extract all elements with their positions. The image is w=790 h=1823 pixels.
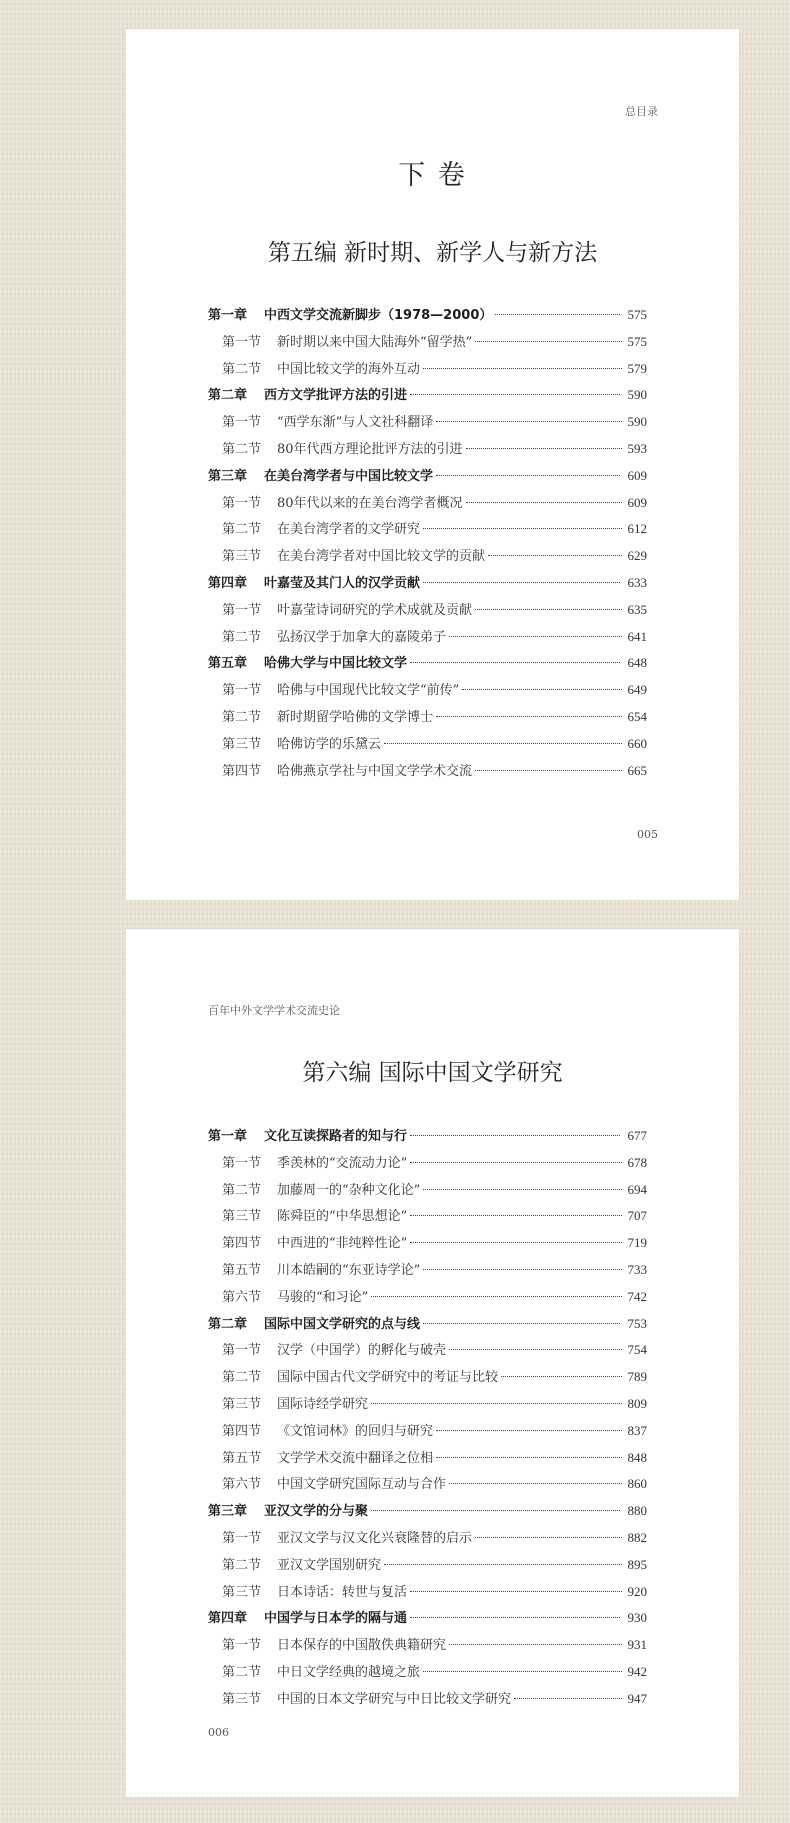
- section-title: 在美台湾学者的文学研究: [277, 522, 421, 538]
- dot-leader: [495, 314, 620, 315]
- dot-leader: [501, 1376, 622, 1377]
- dot-leader: [371, 1403, 622, 1404]
- toc-section-entry: [208, 490, 647, 517]
- chapter-title: 西方文学批评方法的引进: [264, 388, 408, 404]
- dot-leader: [423, 528, 622, 529]
- section-number: 第二节: [222, 361, 262, 377]
- section-title: 季羡林的“交流动力论”: [277, 1155, 408, 1171]
- page-ref: 654: [627, 708, 647, 724]
- section-title: 80年代西方理论批评方法的引进: [277, 441, 463, 457]
- dot-leader: [410, 1135, 620, 1136]
- section-number: 第一节: [222, 683, 262, 699]
- section-number: 第二节: [222, 709, 262, 725]
- chapter-number: 第三章: [208, 1504, 248, 1520]
- chapter-number: 第三章: [208, 468, 248, 484]
- dot-leader: [371, 1510, 620, 1511]
- page-ref: 590: [627, 414, 647, 430]
- chapter-title: 在美台湾学者与中国比较文学: [264, 468, 434, 484]
- page-ref: 593: [627, 440, 647, 456]
- toc-section-entry: [208, 1230, 647, 1257]
- toc-section-entry: [208, 1471, 647, 1498]
- part-title: 第六编 国际中国文学研究: [302, 1060, 563, 1086]
- section-number: 第三节: [222, 736, 262, 752]
- section-title: 汉学（中国学）的孵化与破壳: [277, 1343, 447, 1359]
- page-ref: 609: [627, 494, 647, 510]
- page-ref: 837: [627, 1422, 647, 1438]
- section-number: 第四节: [222, 763, 262, 779]
- section-title: 叶嘉莹诗词研究的学术成就及贡献: [277, 602, 473, 618]
- section-title: 在美台湾学者对中国比较文学的贡献: [277, 549, 486, 565]
- dot-leader: [410, 1242, 622, 1243]
- section-number: 第二节: [222, 1182, 262, 1198]
- chapter-title: 国际中国文学研究的点与线: [264, 1316, 421, 1332]
- toc-section-entry: [208, 1203, 647, 1230]
- page-ref: 882: [627, 1529, 647, 1545]
- section-title: 亚汉文学国别研究: [277, 1557, 382, 1573]
- dot-leader: [449, 1644, 622, 1645]
- page-ref: 848: [627, 1449, 647, 1465]
- section-number: 第三节: [222, 1396, 262, 1412]
- dot-leader: [410, 662, 620, 663]
- toc-section-entry: [208, 1686, 647, 1713]
- toc-section-entry: [208, 1659, 647, 1686]
- dot-leader: [475, 609, 622, 610]
- section-title: 国际诗经学研究: [277, 1396, 369, 1412]
- section-title: 中国的日本文学研究与中日比较文学研究: [277, 1691, 512, 1707]
- page-ref: 930: [627, 1610, 647, 1626]
- section-number: 第一节: [222, 334, 262, 350]
- section-number: 第一节: [222, 1155, 262, 1171]
- toc-section-entry: [208, 1150, 647, 1177]
- chapter-number: 第四章: [208, 575, 248, 591]
- toc-section-entry: [208, 543, 647, 570]
- section-title: 加藤周一的“杂种文化论”: [277, 1182, 421, 1198]
- toc-section-entry: [208, 1284, 647, 1311]
- section-number: 第三节: [222, 549, 262, 565]
- page-ref: 649: [627, 682, 647, 698]
- section-title: 中国比较文学的海外互动: [277, 361, 421, 377]
- section-title: 陈舜臣的“中华思想论”: [277, 1209, 408, 1225]
- toc-section-entry: [208, 704, 647, 731]
- page-ref: 931: [627, 1637, 647, 1653]
- table-of-contents: [208, 1123, 647, 1713]
- dot-leader: [410, 1591, 622, 1592]
- section-number: 第六节: [222, 1477, 262, 1493]
- part-title: 第五编 新时期、新学人与新方法: [267, 240, 598, 266]
- section-number: 第五节: [222, 1262, 262, 1278]
- toc-section-entry: [208, 758, 647, 785]
- page-ref: 809: [627, 1395, 647, 1411]
- toc-chapter-entry: [208, 302, 647, 329]
- page-ref: 660: [627, 735, 647, 751]
- toc-section-entry: [208, 677, 647, 704]
- section-title: 中国文学研究国际互动与合作: [277, 1477, 447, 1493]
- toc-chapter-entry: [208, 1123, 647, 1150]
- section-number: 第二节: [222, 1370, 262, 1386]
- section-title: 《文馆词林》的回归与研究: [277, 1423, 434, 1439]
- page-ref: 754: [627, 1342, 647, 1358]
- dot-leader: [466, 448, 622, 449]
- toc-section-entry: [208, 516, 647, 543]
- page-ref: 609: [627, 467, 647, 483]
- page-number: 005: [637, 828, 658, 841]
- toc-chapter-entry: [208, 570, 647, 597]
- page-ref: 942: [627, 1663, 647, 1679]
- section-title: 国际中国古代文学研究中的考证与比较: [277, 1370, 499, 1386]
- section-number: 第二节: [222, 629, 262, 645]
- section-number: 第三节: [222, 1209, 262, 1225]
- section-title: 新时期以来中国大陆海外“留学热”: [277, 334, 473, 350]
- page-ref: 920: [627, 1583, 647, 1599]
- page-ref: 635: [627, 601, 647, 617]
- toc-section-entry: [208, 1632, 647, 1659]
- section-number: 第一节: [222, 495, 262, 511]
- page-ref: 648: [627, 655, 647, 671]
- dot-leader: [462, 689, 622, 690]
- toc-section-entry: [208, 436, 647, 463]
- running-head: 百年中外文学学术交流史论: [208, 1004, 340, 1017]
- dot-leader: [449, 1483, 622, 1484]
- chapter-number: 第一章: [208, 1129, 248, 1144]
- page-ref: 742: [627, 1288, 647, 1304]
- dot-leader: [384, 743, 622, 744]
- dot-leader: [423, 368, 622, 369]
- toc-page-005: [126, 29, 739, 900]
- dot-leader: [423, 1671, 622, 1672]
- toc-section-entry: [208, 409, 647, 436]
- table-of-contents: [208, 302, 647, 784]
- chapter-number: 第一章: [208, 308, 248, 323]
- toc-section-entry: [208, 1445, 647, 1472]
- page-ref: 678: [627, 1154, 647, 1170]
- section-number: 第三节: [222, 1691, 262, 1707]
- section-title: 文学学术交流中翻译之位相: [277, 1450, 434, 1466]
- chapter-number: 第五章: [208, 656, 248, 672]
- section-number: 第四节: [222, 1423, 262, 1439]
- section-number: 第一节: [222, 1530, 262, 1546]
- toc-section-entry: [208, 1552, 647, 1579]
- section-title: 川本皓嗣的“东亚诗学论”: [277, 1262, 421, 1278]
- chapter-title: 叶嘉莹及其门人的汉学贡献: [264, 575, 421, 591]
- dot-leader: [423, 582, 620, 583]
- dot-leader: [410, 1617, 620, 1618]
- toc-section-entry: [208, 1257, 647, 1284]
- chapter-title: 亚汉文学的分与聚: [264, 1504, 369, 1520]
- section-title: 日本保存的中国散佚典籍研究: [277, 1638, 447, 1654]
- dot-leader: [384, 1564, 622, 1565]
- page-ref: 880: [627, 1503, 647, 1519]
- dot-leader: [436, 1457, 622, 1458]
- dot-leader: [410, 1162, 622, 1163]
- toc-chapter-entry: [208, 1498, 647, 1525]
- dot-leader: [423, 1189, 622, 1190]
- page-ref: 612: [627, 521, 647, 537]
- toc-section-entry: [208, 1579, 647, 1606]
- section-title: 80年代以来的在美台湾学者概况: [277, 495, 463, 511]
- section-number: 第一节: [222, 415, 262, 431]
- dot-leader: [488, 555, 622, 556]
- page-ref: 860: [627, 1476, 647, 1492]
- volume-title: 下 卷: [398, 160, 467, 191]
- page-ref: 677: [627, 1128, 647, 1143]
- toc-chapter-entry: [208, 1311, 647, 1338]
- page-ref: 947: [627, 1690, 647, 1706]
- dot-leader: [436, 1430, 622, 1431]
- toc-section-entry: [208, 624, 647, 651]
- toc-section-entry: [208, 1177, 647, 1204]
- chapter-title: 文化互读探路者的知与行: [264, 1129, 408, 1144]
- section-title: 哈佛访学的乐黛云: [277, 736, 382, 752]
- page-ref: 719: [627, 1235, 647, 1251]
- toc-page-006: [126, 929, 739, 1797]
- page-ref: 665: [627, 762, 647, 778]
- toc-section-entry: [208, 731, 647, 758]
- section-number: 第一节: [222, 1638, 262, 1654]
- chapter-title: 中国学与日本学的隔与通: [264, 1611, 408, 1627]
- dot-leader: [423, 1323, 620, 1324]
- toc-section-entry: [208, 1364, 647, 1391]
- page-ref: 590: [627, 387, 647, 403]
- section-title: 弘扬汉学于加拿大的嘉陵弟子: [277, 629, 447, 645]
- dot-leader: [423, 1269, 622, 1270]
- section-number: 第三节: [222, 1584, 262, 1600]
- section-number: 第二节: [222, 441, 262, 457]
- chapter-title: 哈佛大学与中国比较文学: [264, 656, 408, 672]
- section-title: 日本诗话：转世与复活: [277, 1584, 408, 1600]
- dot-leader: [475, 341, 622, 342]
- chapter-title: 中西文学交流新脚步（1978—2000）: [264, 308, 493, 323]
- section-title: 哈佛与中国现代比较文学“前传”: [277, 683, 460, 699]
- toc-section-entry: [208, 1391, 647, 1418]
- dot-leader: [449, 1349, 622, 1350]
- dot-leader: [436, 475, 620, 476]
- section-number: 第五节: [222, 1450, 262, 1466]
- toc-section-entry: [208, 1525, 647, 1552]
- section-number: 第二节: [222, 522, 262, 538]
- dot-leader: [475, 770, 622, 771]
- page-ref: 895: [627, 1556, 647, 1572]
- section-title: 亚汉文学与汉文化兴衰隆替的启示: [277, 1530, 473, 1546]
- section-title: 中西进的“非纯粹性论”: [277, 1236, 408, 1252]
- toc-section-entry: [208, 597, 647, 624]
- chapter-number: 第二章: [208, 388, 248, 404]
- section-title: 新时期留学哈佛的文学博士: [277, 709, 434, 725]
- section-number: 第四节: [222, 1236, 262, 1252]
- page-ref: 707: [627, 1208, 647, 1224]
- toc-section-entry: [208, 1337, 647, 1364]
- toc-chapter-entry: [208, 650, 647, 677]
- section-number: 第六节: [222, 1289, 262, 1305]
- section-number: 第一节: [222, 1343, 262, 1359]
- page-ref: 633: [627, 574, 647, 590]
- toc-chapter-entry: [208, 463, 647, 490]
- dot-leader: [410, 1215, 622, 1216]
- toc-chapter-entry: [208, 382, 647, 409]
- dot-leader: [475, 1537, 622, 1538]
- dot-leader: [449, 636, 622, 637]
- dot-leader: [436, 716, 622, 717]
- section-title: 马骏的“和习论”: [277, 1289, 369, 1305]
- dot-leader: [371, 1296, 622, 1297]
- dot-leader: [410, 394, 620, 395]
- toc-section-entry: [208, 1418, 647, 1445]
- dot-leader: [466, 502, 622, 503]
- dot-leader: [514, 1698, 622, 1699]
- page-ref: 733: [627, 1261, 647, 1277]
- page-ref: 641: [627, 628, 647, 644]
- chapter-number: 第四章: [208, 1611, 248, 1627]
- toc-section-entry: [208, 356, 647, 383]
- section-number: 第二节: [222, 1557, 262, 1573]
- page-ref: 579: [627, 360, 647, 376]
- page-number: 006: [208, 1726, 229, 1739]
- section-title: 中日文学经典的越境之旅: [277, 1664, 421, 1680]
- toc-chapter-entry: [208, 1605, 647, 1632]
- section-number: 第二节: [222, 1664, 262, 1680]
- section-number: 第一节: [222, 602, 262, 618]
- page-ref: 629: [627, 548, 647, 564]
- page-ref: 789: [627, 1369, 647, 1385]
- page-ref: 753: [627, 1315, 647, 1331]
- page-ref: 575: [627, 307, 647, 322]
- page-ref: 694: [627, 1181, 647, 1197]
- dot-leader: [436, 421, 622, 422]
- running-head: 总目录: [625, 105, 658, 118]
- toc-section-entry: [208, 329, 647, 356]
- page-ref: 575: [627, 333, 647, 349]
- section-title: “西学东渐”与人文社科翻译: [277, 415, 434, 431]
- chapter-number: 第二章: [208, 1316, 248, 1332]
- section-title: 哈佛燕京学社与中国文学学术交流: [277, 763, 473, 779]
